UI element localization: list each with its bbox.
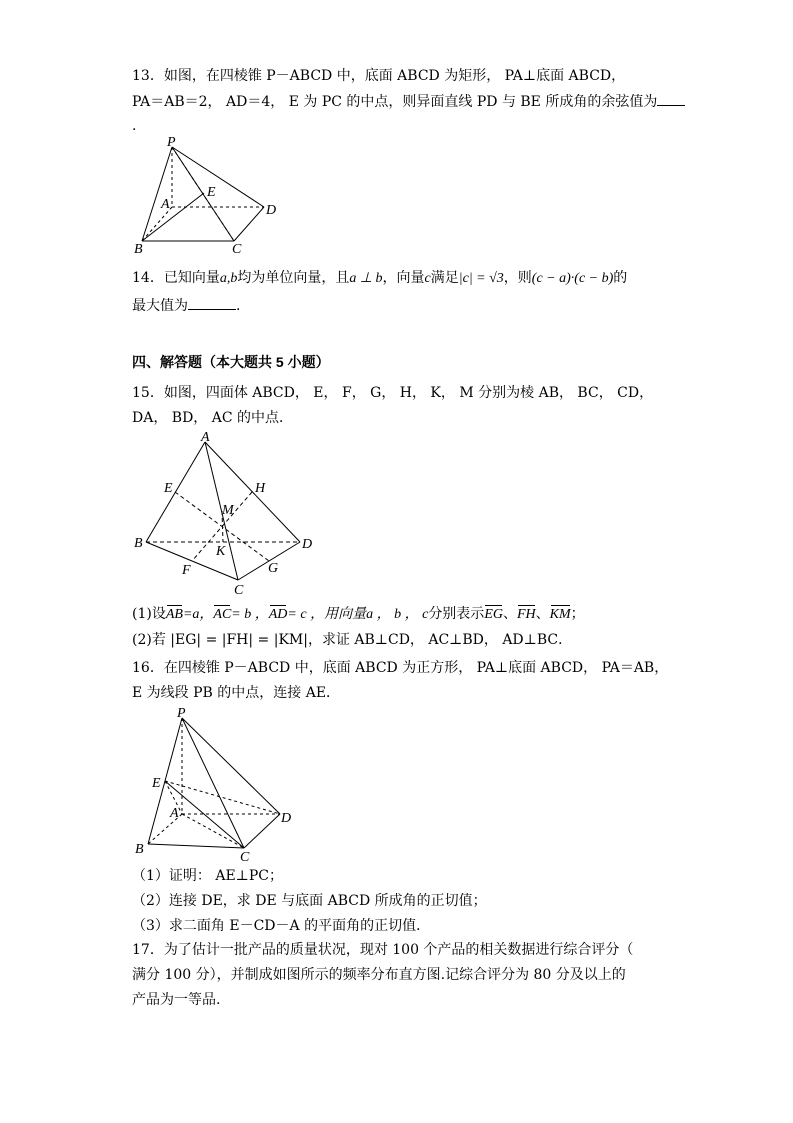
q15-vars: a ， b ， c	[366, 607, 429, 622]
q15-label-G: G	[268, 561, 279, 576]
q13-figure	[130, 135, 290, 257]
q14-text-b: 均为单位向量，且	[237, 270, 350, 286]
q15-vec-ad: AD	[269, 605, 288, 625]
q15-vec-km: KM	[550, 605, 571, 625]
q16-label-B: B	[135, 842, 144, 857]
q13-edge-ab	[142, 207, 172, 241]
q13-edge-cd	[234, 207, 264, 241]
q13-line2-text: PA＝AB＝2， AD＝4， E 为 PC 的中点，则异面直线 PD 与 BE 所成角的余弦值为	[132, 94, 658, 110]
q14-text-c: ，向量	[382, 270, 425, 286]
q15-part2: (2)若 |EG| = |FH| = |KM|，求证 AB⊥CD， AC⊥BD， AD⊥BC．	[132, 632, 573, 648]
q15-line2: DA， BD， AC 的中点．	[132, 410, 294, 426]
q14-answer-blank	[188, 309, 236, 310]
q14-perp: a ⊥ b	[349, 271, 383, 286]
q15-label-D: D	[302, 537, 313, 552]
q15-sep1: 、	[502, 606, 517, 622]
q16-label-E: E	[152, 776, 161, 791]
q16-edge-pc	[182, 718, 244, 848]
q13-edge-pd	[172, 147, 264, 207]
q14-line2-end: .	[236, 298, 241, 314]
q15-part1	[132, 604, 585, 625]
q14-norm: |c| = √3	[458, 271, 504, 286]
q15-part1-end: ；	[570, 606, 585, 622]
q15-eq-a: =a，	[182, 607, 214, 622]
q14-line1	[132, 268, 627, 289]
q15-figure	[130, 428, 320, 598]
q13-label-C: C	[232, 242, 242, 257]
q16-part2: （2）连接 DE，求 DE 与底面 ABCD 所成角的正切值；	[132, 893, 487, 909]
q14-text-e: ，则	[503, 270, 532, 286]
q16-label-P: P	[177, 706, 186, 721]
q15-vec-ac: AC	[213, 605, 231, 625]
q16-line2: E 为线段 PB 的中点，连接 AE．	[132, 685, 341, 701]
q13-line2	[132, 92, 685, 112]
q14-text-d: 满足	[430, 270, 459, 286]
q16-part1: （1）证明： AE⊥PC；	[132, 868, 283, 884]
q14-expr: (c − a)·(c − b)	[531, 271, 614, 286]
q16-label-A: A	[170, 806, 179, 821]
section-heading: 四、解答题（本大题共 5 小题）	[132, 354, 330, 370]
q13-line3: .	[132, 118, 137, 134]
q14-text-f: 的	[613, 270, 628, 286]
q13-label-A: A	[161, 197, 170, 212]
q17-line1: 17．为了估计一批产品的质量状况，现对 100 个产品的相关数据进行综合评分（	[132, 942, 634, 958]
q15-edge-ad	[205, 442, 300, 542]
q15-label-K: K	[216, 544, 226, 559]
q15-part1-text-a: (1)设	[132, 606, 166, 622]
q13-edge-pb	[142, 147, 172, 241]
q15-eq-c: = c ，用向量	[287, 607, 367, 622]
q17-line3: 产品为一等品.	[132, 992, 221, 1008]
q13-label-E: E	[207, 185, 216, 200]
q16-edge-bc	[148, 844, 244, 848]
q14-var-c: c	[424, 271, 431, 286]
q16-label-D: D	[281, 811, 292, 826]
q15-sep2: 、	[535, 606, 550, 622]
q14-line2	[132, 296, 240, 316]
q16-edge-cd	[244, 814, 280, 848]
q16-label-C: C	[240, 850, 250, 864]
q15-label-M: M	[222, 503, 234, 518]
q15-label-B: B	[134, 536, 143, 551]
q15-vec-fh: FH	[517, 605, 536, 625]
q15-part1-text-b: 分别表示	[428, 606, 485, 622]
q13-line1: 13．如图，在四棱锥 P－ABCD 中，底面 ABCD 为矩形， PA⊥底面 ABCD，	[132, 68, 626, 84]
q13-edge-be	[142, 193, 204, 241]
q15-label-F: F	[182, 563, 191, 578]
q15-label-A: A	[201, 430, 210, 445]
q16-part3: （3）求二面角 E－CD－A 的平面角的正切值．	[132, 918, 431, 934]
q15-eq-b: = b ，	[231, 607, 269, 622]
q14-vars-ab: a,b	[219, 271, 238, 286]
q15-vec-ab: AB	[166, 605, 183, 625]
q13-label-P: P	[167, 135, 176, 150]
q16-edge-ac	[182, 814, 244, 848]
q15-vec-eg: EG	[484, 605, 503, 625]
q15-line1: 15．如图，四面体 ABCD， E， F， G， H， K， M 分别为棱 AB， BC， CD，	[132, 385, 654, 401]
q13-label-D: D	[266, 203, 277, 218]
q14-line2-text: 最大值为	[132, 298, 188, 314]
q13-answer-blank	[657, 105, 685, 106]
q16-figure	[130, 702, 300, 864]
q15-label-E: E	[164, 481, 173, 496]
q17-line2: 满分 100 分），并制成如图所示的频率分布直方图.记综合评分为 80 分及以上的	[132, 967, 626, 983]
q14-text-a: 14．已知向量	[132, 270, 220, 286]
q15-label-H: H	[255, 481, 266, 496]
q13-label-B: B	[134, 242, 143, 257]
q15-label-C: C	[234, 583, 244, 598]
q16-line1: 16．在四棱锥 P－ABCD 中，底面 ABCD 为正方形， PA⊥底面 ABCD， PA＝AB，	[132, 660, 669, 676]
